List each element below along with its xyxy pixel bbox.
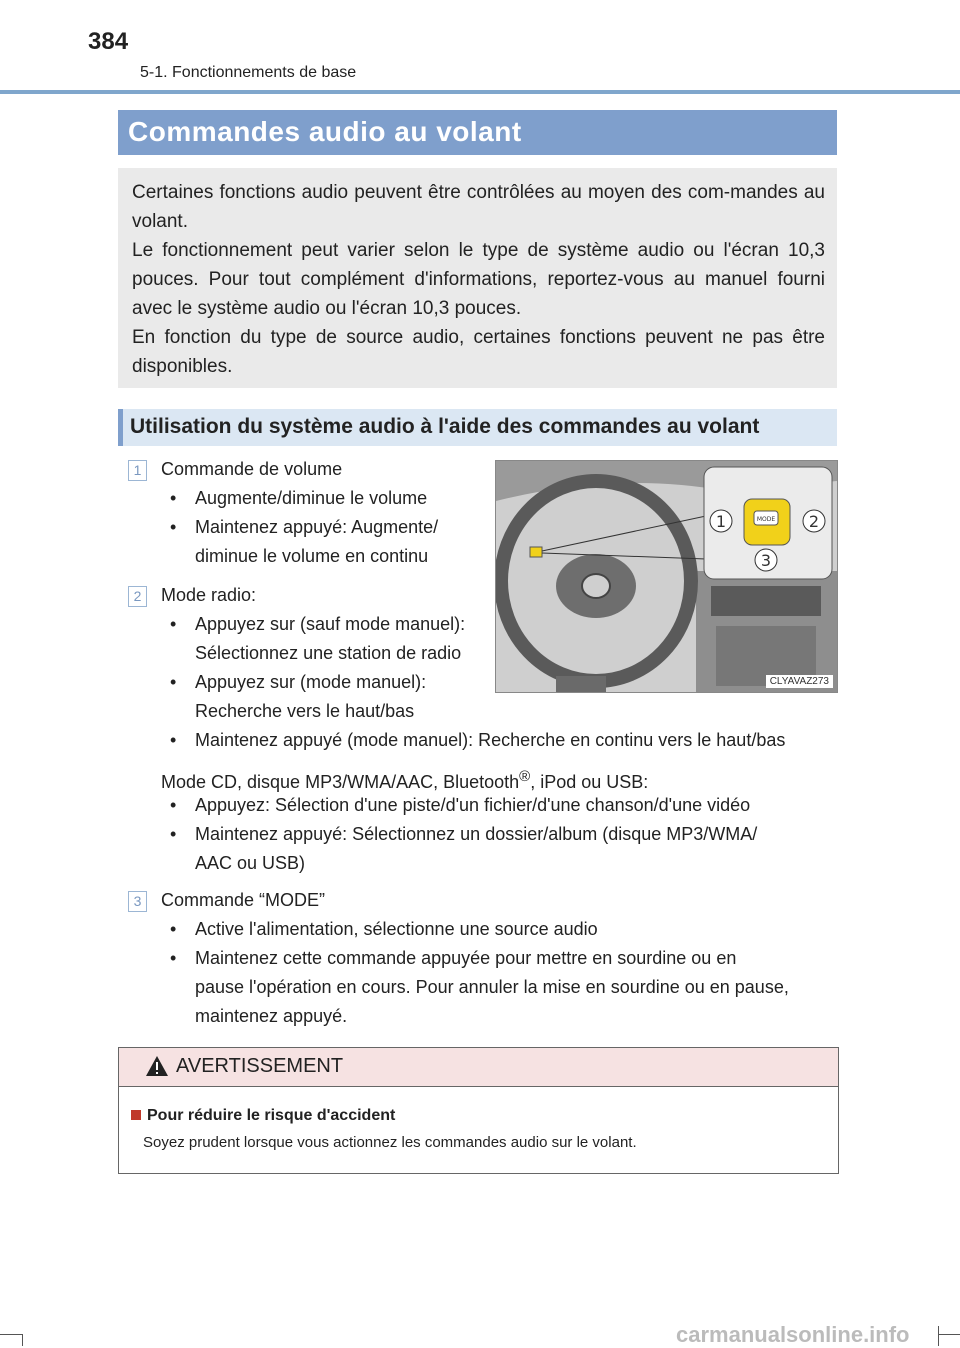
mode-cd-heading: Mode CD, disque MP3/WMA/AAC, Bluetooth®, iPod ou USB: (161, 768, 649, 792)
callout-3: 3 (760, 551, 772, 570)
watermark-logo: carmanualsonline.info (676, 1322, 910, 1347)
header-rule (0, 90, 960, 94)
warning-title: AVERTISSEMENT (176, 1055, 344, 1077)
warning-header (119, 1048, 838, 1087)
crop-mark (938, 1334, 960, 1335)
intro-paragraph-2: Le fonctionnement peut varier selon le type de système audio ou l'écran 10,3 pouces. Pour tout complément d'informations, reportez-vous au manuel fourni avec le système audio ou l'écran 10,3 pouces. (132, 240, 825, 319)
warning-subtitle: Pour réduire le risque d'accident (131, 1107, 395, 1125)
warning-box (118, 1047, 839, 1174)
mode-button-label: MODE (756, 516, 776, 523)
list-item-continuation: diminue le volume en continu (195, 546, 429, 566)
warning-body: Soyez prudent lorsque vous actionnez les commandes audio sur le volant. (143, 1134, 637, 1151)
list-item-continuation: maintenez appuyé. (195, 1006, 348, 1026)
subheading-bar (118, 409, 837, 446)
list-item-continuation: AAC ou USB) (195, 853, 306, 873)
list-item-continuation: Recherche vers le haut/bas (195, 701, 415, 721)
item-number-2: 2 (128, 586, 147, 607)
intro-text (132, 178, 825, 381)
section-label: 5-1. Fonctionnements de base (140, 64, 357, 81)
item-number-1: 1 (128, 460, 147, 481)
dashboard-illustration (496, 461, 837, 692)
page-number: 384 (88, 28, 129, 55)
crop-mark (938, 1326, 939, 1346)
title-bar (118, 110, 837, 155)
steering-wheel-illustration (495, 460, 838, 693)
item-number-3: 3 (128, 891, 147, 912)
callout-1: 1 (715, 512, 727, 531)
callout-2: 2 (808, 512, 820, 531)
intro-box (118, 168, 837, 388)
warning-icon (145, 1055, 169, 1077)
crop-mark (22, 1334, 23, 1346)
item-title-radio: Mode radio: (161, 585, 257, 605)
item-title-mode: Commande “MODE” (161, 890, 326, 910)
intro-paragraph-1: Certaines fonctions audio peuvent être contrôlées au moyen des com-mandes au volant. (132, 182, 825, 232)
list-item-continuation: pause l'opération en cours. Pour annuler la mise en sourdine ou en pause, (195, 977, 789, 997)
figure-code: CLYAVAZ273 (766, 675, 833, 688)
square-bullet-icon (131, 1110, 141, 1120)
page-header (0, 0, 960, 96)
subheading-accent (118, 409, 123, 446)
page-title: Commandes audio au volant (128, 116, 522, 147)
list-item-continuation: Sélectionnez une station de radio (195, 643, 462, 663)
subheading: Utilisation du système audio à l'aide des commandes au volant (130, 415, 760, 438)
intro-paragraph-3: En fonction du type de source audio, certaines fonctions peuvent ne pas être disponibles. (132, 327, 825, 377)
item-title-volume: Commande de volume (161, 459, 343, 479)
crop-mark (0, 1334, 22, 1335)
